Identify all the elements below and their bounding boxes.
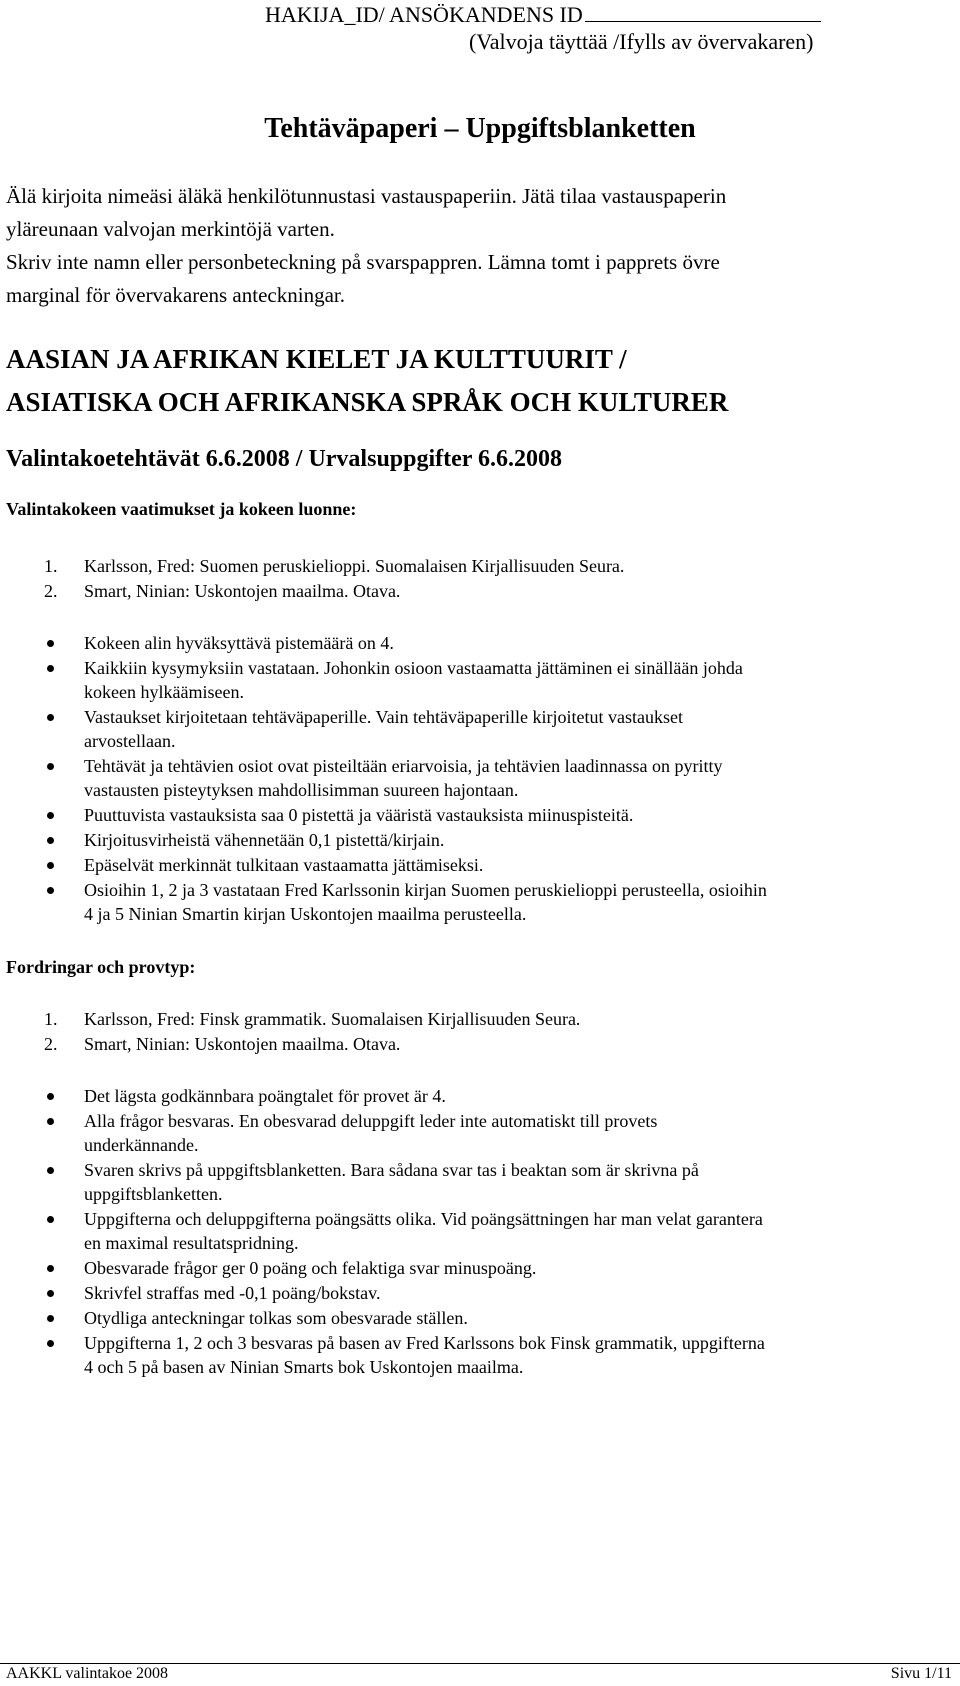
- fi-section-heading: Valintakokeen vaatimukset ja kokeen luonne:: [6, 499, 357, 519]
- rule-text: Osioihin 1, 2 ja 3 vastataan Fred Karlssonin kirjan Suomen peruskielioppi perusteella, osioihin: [84, 880, 767, 900]
- department-line: ASIATISKA OCH AFRIKANSKA SPRÅK OCH KULTURER: [6, 387, 729, 417]
- list-number: 2.: [44, 581, 58, 601]
- rule-text: uppgiftsblanketten.: [84, 1184, 223, 1204]
- rule-text: Tehtävät ja tehtävien osiot ovat pisteiltään eriarvoisia, ja tehtävien laadinnassa on pyritty: [84, 756, 723, 776]
- rule-text: Kaikkiin kysymyksiin vastataan. Johonkin osioon vastaamatta jättäminen ei sinällään johda: [84, 658, 743, 678]
- bullet-icon: [47, 1118, 54, 1125]
- page-title: Tehtäväpaperi – Uppgiftsblanketten: [264, 113, 696, 144]
- book-reference: Smart, Ninian: Uskontojen maailma. Otava.: [84, 581, 401, 601]
- rule-text: Vastaukset kirjoitetaan tehtäväpaperille. Vain tehtäväpaperille kirjoitetut vastaukset: [84, 707, 683, 727]
- rule-text: Uppgifterna och deluppgifterna poängsätts olika. Vid poängsättningen har man velat garantera: [84, 1209, 763, 1229]
- exam-title: Valintakoetehtävät 6.6.2008 / Urvalsuppgifter 6.6.2008: [6, 446, 563, 472]
- rule-text: Det lägsta godkännbara poängtalet för provet är 4.: [84, 1086, 446, 1106]
- bullet-icon: [47, 1315, 54, 1322]
- book-reference: Smart, Ninian: Uskontojen maailma. Otava.: [84, 1034, 401, 1054]
- supervisor-note: (Valvoja täyttää /Ifylls av övervakaren): [469, 29, 814, 54]
- rule-text: vastausten pisteytyksen mahdollisimman suureen hajontaan.: [84, 780, 519, 800]
- bullet-icon: [47, 1216, 54, 1223]
- rule-text: kokeen hylkäämiseen.: [84, 682, 244, 702]
- rule-text: Otydliga anteckningar tolkas som obesvarade ställen.: [84, 1308, 468, 1328]
- bullet-icon: [47, 1167, 54, 1174]
- applicant-id-label: HAKIJA_ID/ ANSÖKANDENS ID: [265, 2, 583, 27]
- bullet-icon: [47, 837, 54, 844]
- list-number: 2.: [44, 1034, 58, 1054]
- rule-text: Puuttuvista vastauksista saa 0 pistettä ja vääristä vastauksista miinuspisteitä.: [84, 805, 634, 825]
- bullet-icon: [47, 714, 54, 721]
- bullet-icon: [47, 1290, 54, 1297]
- applicant-id-blank: [585, 3, 821, 22]
- rule-text: 4 och 5 på basen av Ninian Smarts bok Uskontojen maailma.: [84, 1357, 524, 1377]
- list-number: 1.: [44, 556, 58, 576]
- intro-text: [6, 180, 726, 312]
- rule-text: Epäselvät merkinnät tulkitaan vastaamatta jättämiseksi.: [84, 855, 484, 875]
- bullet-icon: [47, 812, 54, 819]
- department-heading: [6, 338, 728, 424]
- bullet-icon: [47, 1093, 54, 1100]
- list-number: 1.: [44, 1009, 58, 1029]
- rule-text: underkännande.: [84, 1135, 199, 1155]
- bullet-icon: [47, 665, 54, 672]
- applicant-id-field: [265, 2, 821, 28]
- rule-text: Kirjoitusvirheistä vähennetään 0,1 pistettä/kirjain.: [84, 830, 445, 850]
- book-reference: Karlsson, Fred: Suomen peruskielioppi. Suomalaisen Kirjallisuuden Seura.: [84, 556, 625, 576]
- bullet-icon: [47, 1265, 54, 1272]
- department-line: AASIAN JA AFRIKAN KIELET JA KULTTUURIT /: [6, 344, 627, 374]
- intro-line: yläreunaan valvojan merkintöjä varten.: [6, 217, 335, 241]
- footer-page-number: Sivu 1/11: [890, 1665, 952, 1682]
- footer-left: AAKKL valintakoe 2008: [6, 1665, 169, 1682]
- bullet-icon: [47, 887, 54, 894]
- intro-line: Skriv inte namn eller personbeteckning på svarspappren. Lämna tomt i papprets övre: [6, 250, 720, 274]
- bullet-icon: [47, 1340, 54, 1347]
- book-reference: Karlsson, Fred: Finsk grammatik. Suomalaisen Kirjallisuuden Seura.: [84, 1009, 581, 1029]
- rule-text: Alla frågor besvaras. En obesvarad deluppgift leder inte automatiskt till provets: [84, 1111, 658, 1131]
- rule-text: 4 ja 5 Ninian Smartin kirjan Uskontojen maailma perusteella.: [84, 904, 527, 924]
- footer-divider: [0, 1663, 960, 1664]
- bullet-icon: [47, 862, 54, 869]
- intro-line: marginal för övervakarens anteckningar.: [6, 283, 345, 307]
- rule-text: Skrivfel straffas med -0,1 poäng/bokstav.: [84, 1283, 381, 1303]
- rule-text: Obesvarade frågor ger 0 poäng och felaktiga svar minuspoäng.: [84, 1258, 537, 1278]
- bullet-icon: [47, 763, 54, 770]
- rule-text: en maximal resultatspridning.: [84, 1233, 299, 1253]
- bullet-icon: [47, 640, 54, 647]
- sv-section-heading: Fordringar och provtyp:: [6, 957, 196, 977]
- intro-line: Älä kirjoita nimeäsi äläkä henkilötunnustasi vastauspaperiin. Jätä tilaa vastauspaperin: [6, 184, 727, 208]
- rule-text: arvostellaan.: [84, 731, 176, 751]
- rule-text: Uppgifterna 1, 2 och 3 besvaras på basen av Fred Karlssons bok Finsk grammatik, uppgifterna: [84, 1333, 765, 1353]
- rule-text: Kokeen alin hyväksyttävä pistemäärä on 4.: [84, 633, 394, 653]
- rule-text: Svaren skrivs på uppgiftsblanketten. Bara sådana svar tas i beaktan som är skrivna på: [84, 1160, 699, 1180]
